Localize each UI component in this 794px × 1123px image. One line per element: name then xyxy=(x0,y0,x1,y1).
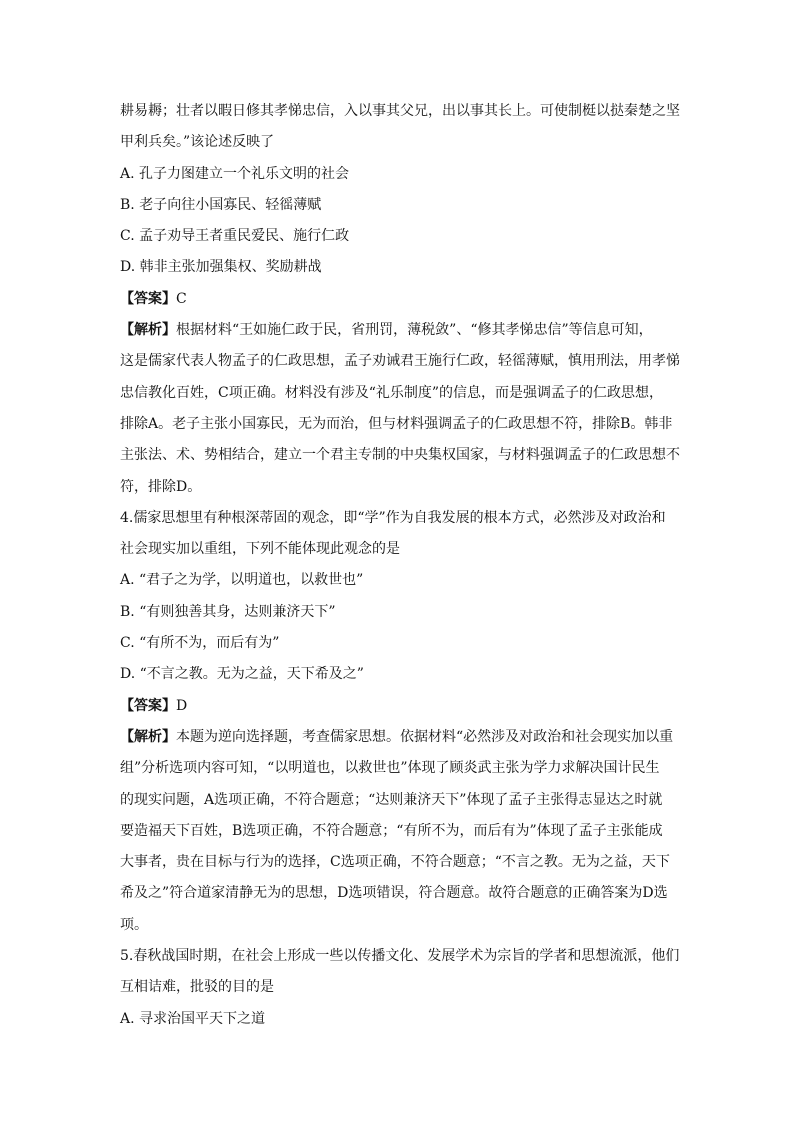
text-line: 耕易耨；壮者以暇日修其孝悌忠信，入以事其父兄，出以事其长上。可使制梃以挞秦楚之坚 xyxy=(120,103,680,119)
text-line: 5.春秋战国时期，在社会上形成一些以传播文化、发展学术为宗旨的学者和思想流派，他们 xyxy=(120,948,680,965)
answer-text: 根据材料“王如施仁政于民，省刑罚，薄税敛”、“修其孝悌忠信”等信息可知， xyxy=(176,322,653,339)
answer-tag: 【解析】 xyxy=(120,322,176,339)
option-line: A. “君子之为学，以明道也，以救世也” xyxy=(120,572,364,589)
text-line: 的现实问题，A选项正确，不符合题意；“达则兼济天下”体现了孟子主张得志显达之时就 xyxy=(120,791,663,808)
text-line: 忠信教化百姓，C项正确。材料没有涉及“礼乐制度”的信息，而是强调孟子的仁政思想， xyxy=(120,384,664,401)
text-line: 希及之”符合道家清静无为的思想，D选项错误，符合题意。故符合题意的正确答案为D选 xyxy=(120,885,668,902)
text-line: 符，排除D。 xyxy=(120,478,202,495)
option-line: D. 韩非主张加强集权、奖励耕战 xyxy=(120,259,322,276)
document-page xyxy=(120,96,680,1035)
option-line: A. 寻求治国平天下之道 xyxy=(120,1010,266,1027)
option-line: C. “有所不为，而后有为” xyxy=(120,635,280,652)
answer-text: D xyxy=(176,697,188,714)
text-line: 互相诘难，批驳的目的是 xyxy=(120,979,274,996)
answer-line xyxy=(120,284,680,315)
answer-tag: 【答案】 xyxy=(120,697,176,714)
text-line: 社会现实加以重组，下列不能体现此观念的是 xyxy=(120,541,400,558)
text-line: 要造福天下百姓，B选项正确，不符合题意；“有所不为，而后有为”体现了孟子主张能成 xyxy=(120,822,663,839)
option-line: B. 老子向往小国寡民、轻徭薄赋 xyxy=(120,196,322,213)
answer-line xyxy=(120,315,680,346)
text-line: 项。 xyxy=(120,916,148,933)
answer-tag: 【答案】 xyxy=(120,290,176,307)
text-line: 大事者，贵在目标与行为的选择，C选项正确，不符合题意；“不言之教。无为之益，天下 xyxy=(120,854,670,871)
option-line: A. 孔子力图建立一个礼乐文明的社会 xyxy=(120,165,350,182)
option-line: D. “不言之教。无为之益，天下希及之” xyxy=(120,666,364,683)
option-line: B. “有则独善其身，达则兼济天下” xyxy=(120,603,336,620)
answer-line xyxy=(120,691,680,722)
text-line: 这是儒家代表人物孟子的仁政思想，孟子劝诫君王施行仁政，轻徭薄赋，慎用刑法，用孝悌 xyxy=(120,353,680,370)
text-line: 甲利兵矣。”该论述反映了 xyxy=(120,134,275,151)
text-line: 主张法、术、势相结合，建立一个君主专制的中央集权国家，与材料强调孟子的仁政思想不 xyxy=(120,447,680,464)
answer-text: 本题为逆向选择题，考查儒家思想。依据材料“必然涉及对政治和社会现实加以重 xyxy=(176,728,674,745)
text-line: 排除A。老子主张小国寡民，无为而治，但与材料强调孟子的仁政思想不符，排除B。韩非 xyxy=(120,415,673,432)
answer-tag: 【解析】 xyxy=(120,728,176,745)
answer-text: C xyxy=(176,290,187,307)
text-line: 组”分析选项内容可知，“以明道也，以救世也”体现了顾炎武主张为学力求解决国计民生 xyxy=(120,760,660,777)
text-line: 4.儒家思想里有种根深蒂固的观念，即“学”作为自我发展的根本方式，必然涉及对政治和 xyxy=(120,509,666,526)
option-line: C. 孟子劝导王者重民爱民、施行仁政 xyxy=(120,228,350,245)
answer-line xyxy=(120,722,680,753)
